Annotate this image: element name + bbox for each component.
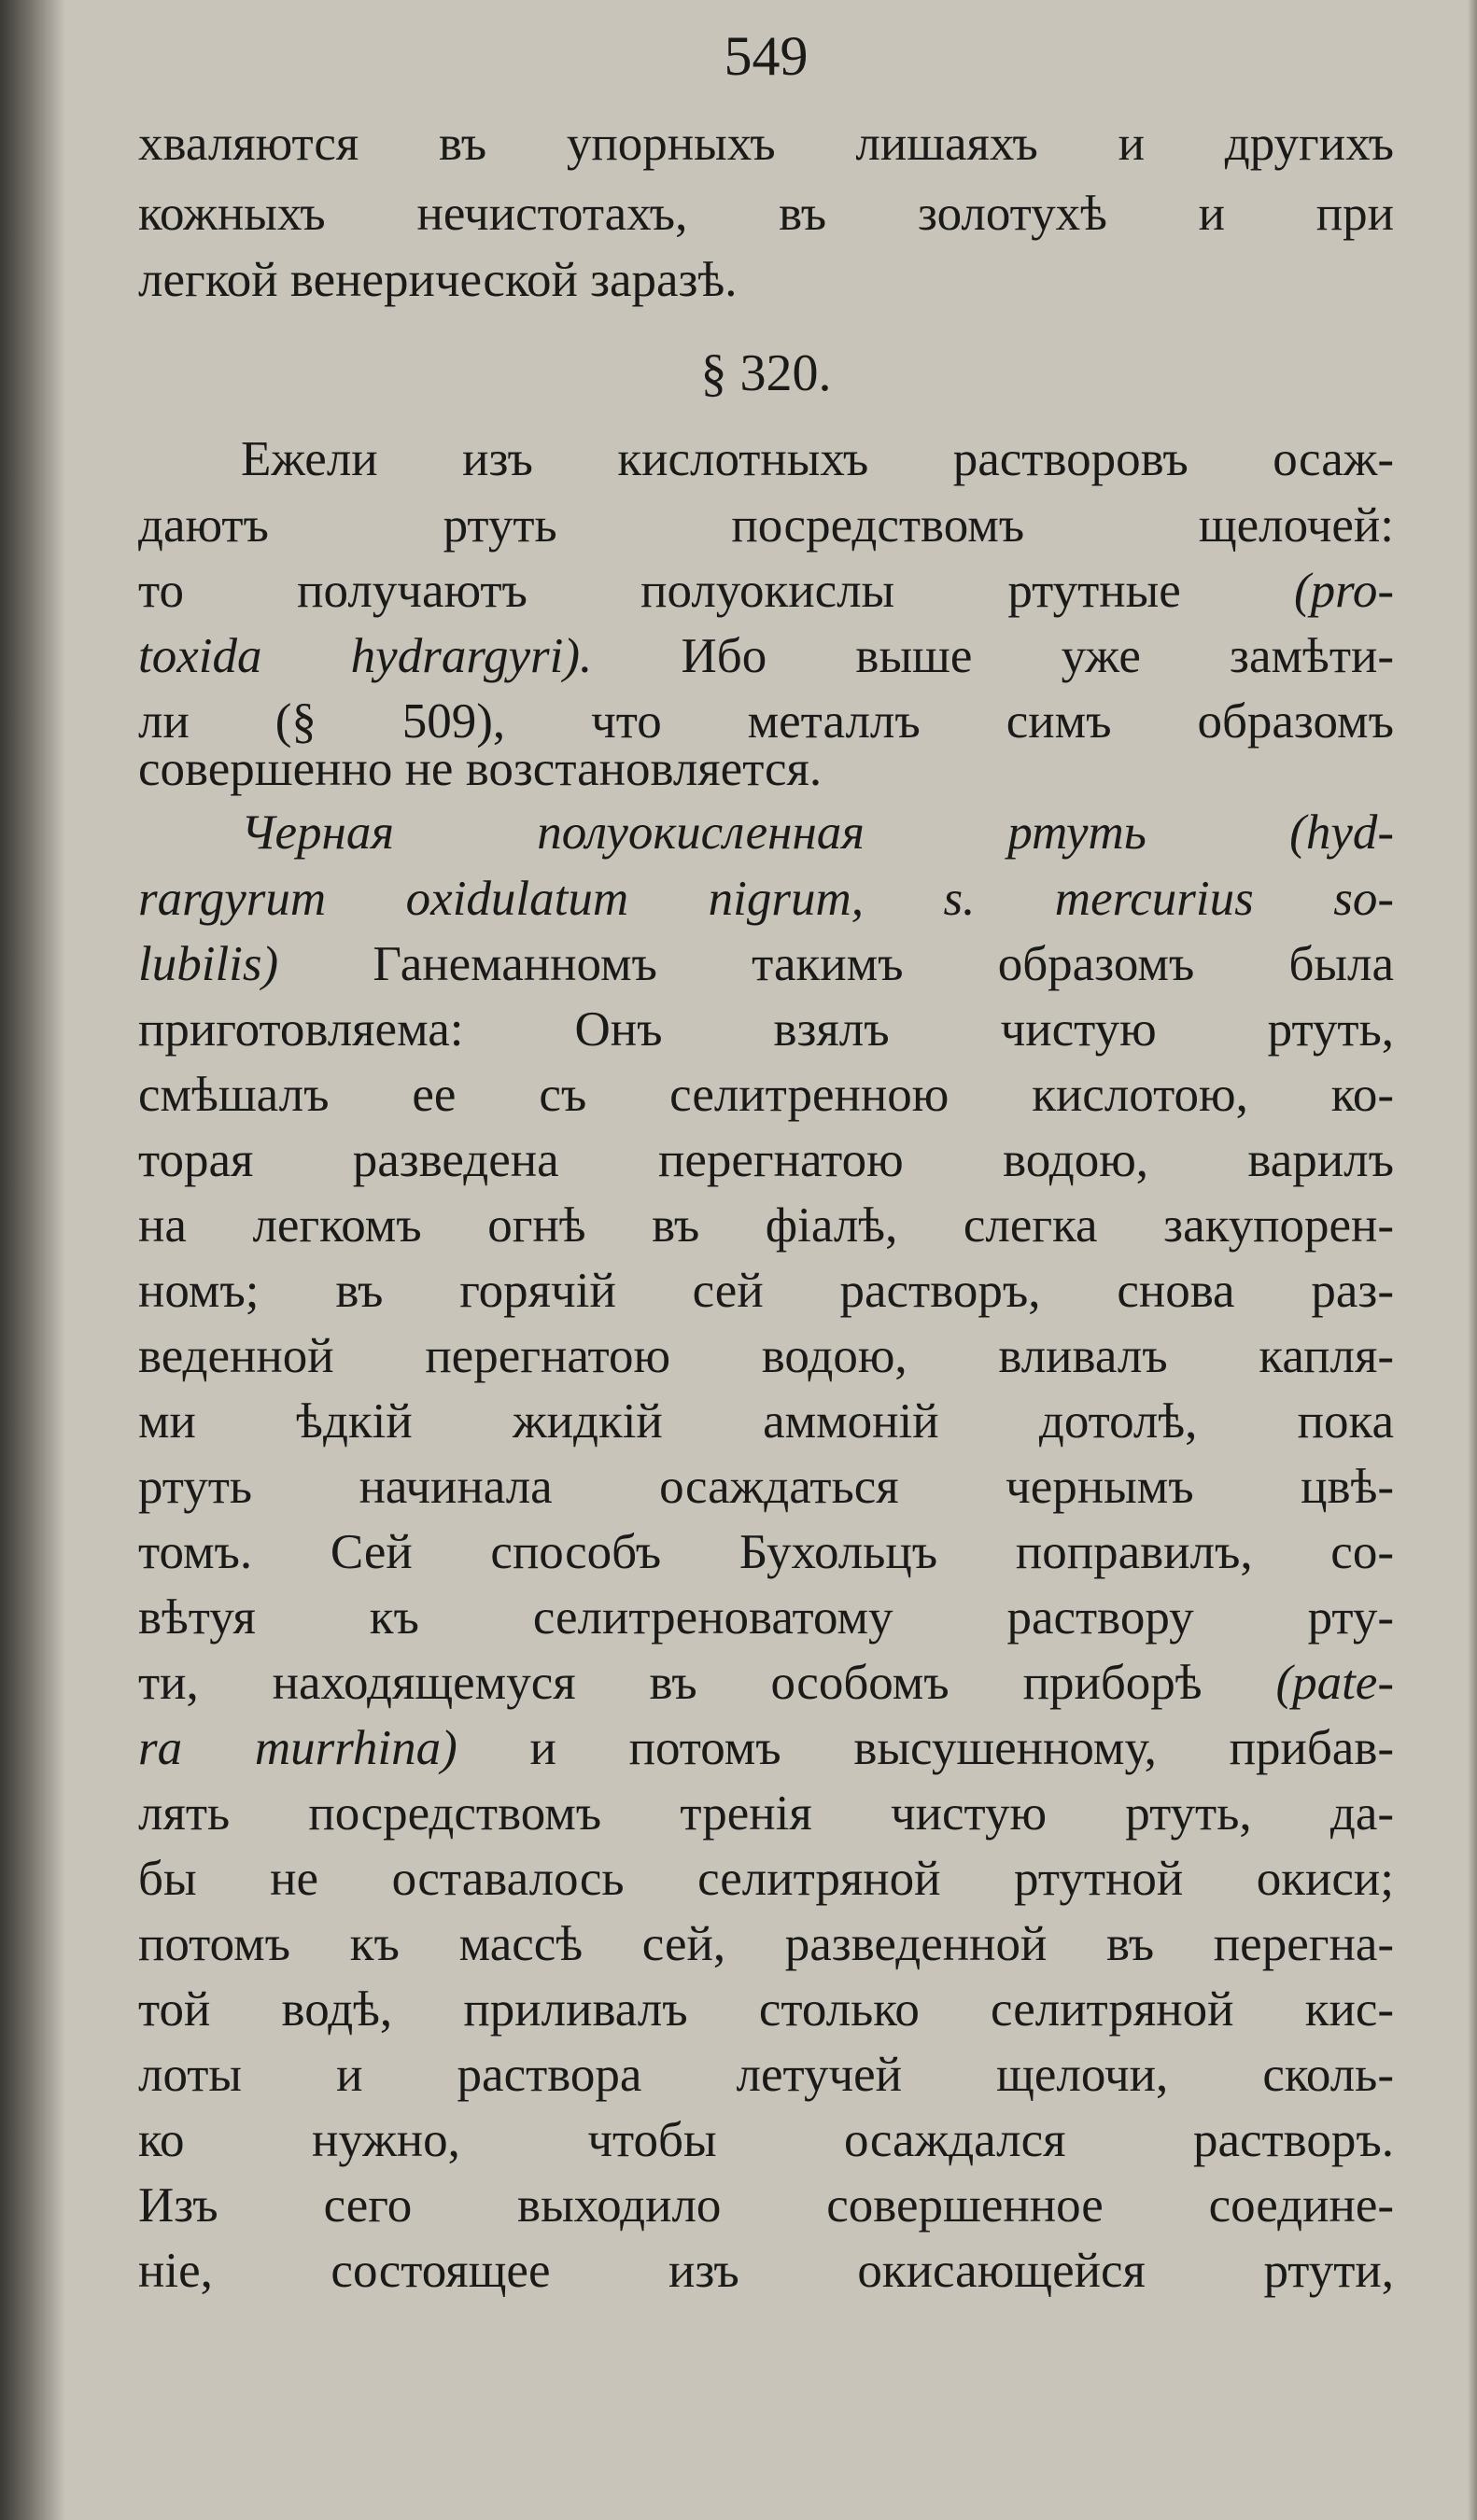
text-line: rargyrum oxidulatum nigrum, s. mercurius so-: [138, 872, 1394, 926]
text-span: Ганеманномъ такимъ образомъ была: [278, 937, 1394, 991]
text-line: номъ; въ горячій сей растворъ, снова раз-: [138, 1264, 1394, 1318]
text-line: лять посредствомъ тренія чистую ртуть, да-: [138, 1786, 1394, 1841]
text-span: то получаютъ полуокислы ртутные: [138, 564, 1295, 618]
text-line: Ежели изъ кислотныхъ растворовъ осаж-: [241, 432, 1394, 486]
text-line: Черная полуокисленная ртуть (hyd-: [241, 805, 1394, 860]
text-line: даютъ ртуть посредствомъ щелочей:: [138, 498, 1394, 553]
latin-term: lubilis): [138, 937, 279, 991]
text-line: ко нужно, чтобы осаждался растворъ.: [138, 2113, 1394, 2167]
text-line: ртуть начинала осаждаться чернымъ цвѣ-: [138, 1460, 1394, 1514]
text-line: потомъ къ массѣ сей, разведенной въ перегна-: [138, 1917, 1394, 1971]
text-line: совершенно не возстановляется.: [138, 742, 823, 796]
text-line: той водѣ, приливалъ столько селитряной кис-: [138, 1982, 1394, 2037]
latin-term: (pro-: [1294, 564, 1394, 618]
text-line: хваляются въ упорныхъ лишаяхъ и другихъ: [138, 117, 1394, 171]
text-line: веденной перегнатою водою, вливалъ капля-: [138, 1329, 1394, 1383]
text-line: Изъ сего выходило совершенное соедине-: [138, 2178, 1394, 2233]
page-edge: [1468, 0, 1477, 2520]
text-line: смѣшалъ ее съ селитренною кислотою, ко-: [138, 1068, 1394, 1122]
text-line: [138, 1721, 1394, 1775]
page-number: 549: [724, 25, 809, 87]
text-line: [138, 629, 1394, 683]
text-span: ти, находящемуся въ особомъ приборѣ: [138, 1656, 1276, 1710]
text-span: и потомъ высушенному, прибав-: [457, 1721, 1394, 1775]
text-line: ми ѣдкій жидкій аммоній дотолѣ, пока: [138, 1394, 1394, 1449]
text-line: бы не оставалось селитряной ртутной окиси;: [138, 1852, 1394, 1906]
text-line: вѣтуя къ селитреноватому раствору рту-: [138, 1590, 1394, 1645]
section-heading: § 320.: [700, 344, 832, 402]
text-line: [138, 937, 1394, 991]
text-span: Ибо выше уже замѣти-: [592, 629, 1394, 683]
latin-term: ra murrhina): [138, 1721, 457, 1775]
text-line: [138, 564, 1394, 618]
text-line: томъ. Сей способъ Бухольцъ поправилъ, со-: [138, 1525, 1394, 1579]
text-line: приготовляема: Онъ взялъ чистую ртуть,: [138, 1002, 1394, 1057]
text-line: ли (§ 509), что металлъ симъ образомъ: [138, 694, 1394, 749]
latin-term: toxida hydrargyri).: [138, 629, 593, 683]
text-line: торая разведена перегнатою водою, варилъ: [138, 1133, 1394, 1187]
latin-term: (pate-: [1275, 1656, 1394, 1710]
text-line: на легкомъ огнѣ въ фіалѣ, слегка закупорен-: [138, 1198, 1394, 1253]
text-line: легкой венерической заразѣ.: [138, 253, 738, 307]
text-line: ніе, состоящее изъ окисающейся ртути,: [138, 2244, 1394, 2298]
text-line: [138, 1656, 1394, 1710]
text-line: лоты и раствора летучей щелочи, сколь-: [138, 2048, 1394, 2102]
text-line: кожныхъ нечистотахъ, въ золотухѣ и при: [138, 187, 1394, 241]
binding-shadow: [0, 0, 65, 2520]
